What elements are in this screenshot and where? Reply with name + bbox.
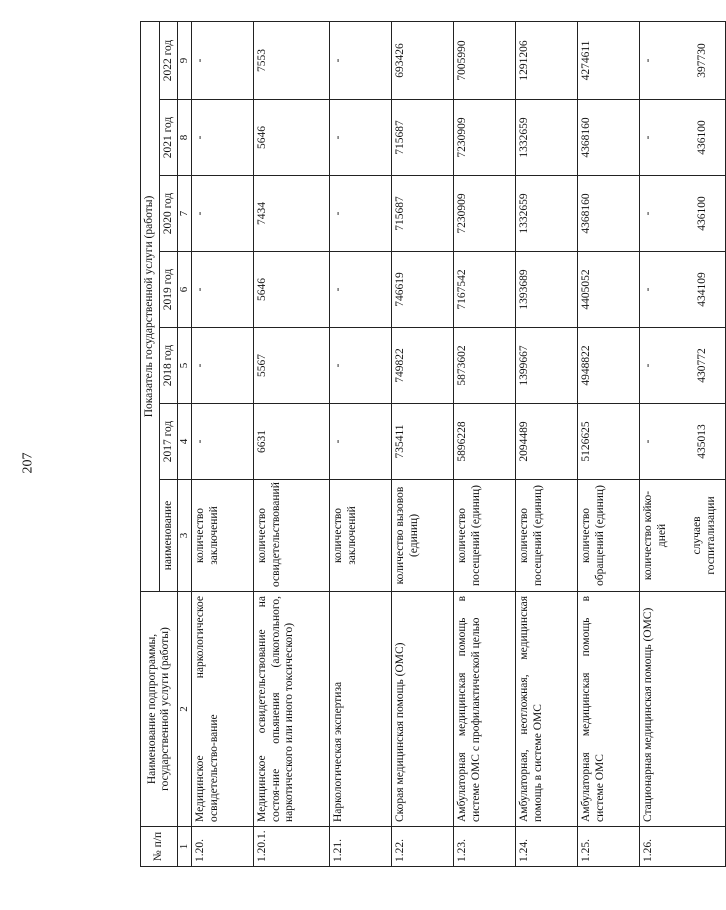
indicator-value: 4368160 bbox=[580, 117, 593, 158]
value-cell bbox=[640, 22, 726, 100]
unit-cell bbox=[640, 480, 726, 592]
value-cell bbox=[516, 100, 578, 176]
indicator-value: 7167542 bbox=[456, 269, 469, 310]
header-year: 2019 год bbox=[159, 252, 178, 328]
indicator-value: 693426 bbox=[394, 43, 407, 78]
indicator-value: 6631 bbox=[256, 430, 269, 453]
value-cell bbox=[578, 328, 640, 404]
table-row bbox=[392, 22, 454, 867]
indicator-value: 5646 bbox=[256, 278, 269, 301]
value-cell bbox=[392, 22, 454, 100]
value-cell bbox=[254, 100, 330, 176]
column-numbers-row bbox=[178, 22, 192, 867]
row-number: 1.22. bbox=[392, 827, 454, 867]
unit-cell bbox=[454, 480, 516, 592]
column-number: 2 bbox=[178, 592, 192, 827]
indicator-value: - bbox=[194, 211, 207, 216]
column-number: 7 bbox=[178, 176, 192, 252]
value-cell bbox=[330, 176, 392, 252]
indicator-value: 5567 bbox=[256, 354, 269, 377]
indicator-value: 2094489 bbox=[518, 421, 531, 462]
row-number: 1.26. bbox=[640, 827, 726, 867]
indicator-value: - bbox=[642, 58, 655, 63]
indicator-value: 1393689 bbox=[518, 269, 531, 310]
service-name: Скорая медицинская помощь (ОМС) bbox=[392, 592, 454, 827]
table-row bbox=[192, 22, 254, 867]
indicator-value: 5873602 bbox=[456, 345, 469, 386]
header-year: 2021 год bbox=[159, 100, 178, 176]
value-cell bbox=[578, 100, 640, 176]
value-cell bbox=[330, 252, 392, 328]
table-row bbox=[454, 22, 516, 867]
column-number: 3 bbox=[178, 480, 192, 592]
page-number: 207 bbox=[20, 452, 36, 474]
header-num: № п/п bbox=[141, 827, 178, 867]
indicator-value: - bbox=[642, 135, 655, 140]
header-name: Наименование подпрограммы, государственной услуги (работы) bbox=[141, 592, 178, 827]
row-number: 1.20. bbox=[192, 827, 254, 867]
value-cell bbox=[640, 252, 726, 328]
value-cell bbox=[192, 22, 254, 100]
value-cell bbox=[192, 404, 254, 480]
value-cell bbox=[392, 176, 454, 252]
indicator-value: 746619 bbox=[394, 272, 407, 307]
indicator-value: 7230909 bbox=[456, 117, 469, 158]
table-row bbox=[254, 22, 330, 867]
header-year: 2017 год bbox=[159, 404, 178, 480]
unit-cell bbox=[578, 480, 640, 592]
unit-cell bbox=[192, 480, 254, 592]
value-cell bbox=[454, 176, 516, 252]
service-name: Медицинское освидетельствование на состоя-ние опьянения (алкогольного, наркотического или иного токсического) bbox=[254, 592, 330, 827]
value-cell bbox=[454, 100, 516, 176]
indicator-value: - bbox=[642, 211, 655, 216]
header-unit-name: наименование bbox=[159, 480, 178, 592]
indicator-value-secondary: 436100 bbox=[695, 120, 708, 155]
value-cell bbox=[640, 100, 726, 176]
indicator-value: - bbox=[642, 287, 655, 292]
indicator-value: 1332659 bbox=[518, 193, 531, 234]
column-number: 6 bbox=[178, 252, 192, 328]
column-number: 1 bbox=[178, 827, 192, 867]
indicator-value-secondary: 434109 bbox=[695, 272, 708, 307]
indicator-value: 715687 bbox=[394, 120, 407, 155]
value-cell bbox=[254, 22, 330, 100]
indicator-value: - bbox=[332, 363, 345, 368]
indicator-value: 1332659 bbox=[518, 117, 531, 158]
indicator-value: - bbox=[194, 58, 207, 63]
unit-cell bbox=[516, 480, 578, 592]
table-body bbox=[192, 22, 726, 867]
header-year: 2018 год bbox=[159, 328, 178, 404]
value-cell bbox=[254, 252, 330, 328]
unit-name: случаев госпитализации bbox=[691, 496, 717, 575]
table-row bbox=[640, 22, 726, 867]
indicator-value: - bbox=[332, 58, 345, 63]
row-number: 1.20.1. bbox=[254, 827, 330, 867]
column-number: 8 bbox=[178, 100, 192, 176]
value-cell bbox=[330, 328, 392, 404]
value-cell bbox=[392, 100, 454, 176]
indicator-value: 735411 bbox=[394, 424, 407, 459]
value-cell bbox=[578, 176, 640, 252]
indicator-value: 7005990 bbox=[456, 40, 469, 81]
indicator-value: 5126625 bbox=[580, 421, 593, 462]
value-cell bbox=[254, 328, 330, 404]
indicator-value: - bbox=[194, 363, 207, 368]
column-number: 5 bbox=[178, 328, 192, 404]
indicator-value: 7230909 bbox=[456, 193, 469, 234]
unit-name: количество койко-дней bbox=[642, 490, 668, 581]
value-cell bbox=[454, 22, 516, 100]
value-cell bbox=[516, 22, 578, 100]
indicator-value: - bbox=[642, 439, 655, 444]
column-number: 4 bbox=[178, 404, 192, 480]
value-cell bbox=[192, 100, 254, 176]
table-row bbox=[330, 22, 392, 867]
value-cell bbox=[192, 176, 254, 252]
unit-cell bbox=[392, 480, 454, 592]
unit-cell bbox=[330, 480, 392, 592]
service-name: Амбулаторная, неотложная, медицинская помощь в системе ОМС bbox=[516, 592, 578, 827]
table-row bbox=[516, 22, 578, 867]
indicator-value: - bbox=[194, 439, 207, 444]
row-number: 1.25. bbox=[578, 827, 640, 867]
service-name: Медицинское наркологическое освидетельство-вание bbox=[192, 592, 254, 827]
header-year: 2022 год bbox=[159, 22, 178, 100]
value-cell bbox=[516, 252, 578, 328]
indicator-value: - bbox=[332, 135, 345, 140]
indicator-value: 4274611 bbox=[580, 40, 593, 81]
value-cell bbox=[392, 404, 454, 480]
header-indicator: Показатель государственной услуги (работы) bbox=[141, 22, 160, 592]
indicator-value: 4368160 bbox=[580, 193, 593, 234]
value-cell bbox=[254, 176, 330, 252]
value-cell bbox=[192, 328, 254, 404]
indicator-value: 715687 bbox=[394, 196, 407, 231]
indicator-value: - bbox=[642, 363, 655, 368]
service-name: Наркологическая экспертиза bbox=[330, 592, 392, 827]
unit-name: количество освидетельствований bbox=[256, 482, 282, 587]
indicator-value-secondary: 435013 bbox=[695, 424, 708, 459]
unit-cell bbox=[254, 480, 330, 592]
row-number: 1.23. bbox=[454, 827, 516, 867]
value-cell bbox=[330, 22, 392, 100]
value-cell bbox=[516, 404, 578, 480]
services-table bbox=[140, 21, 726, 867]
column-number: 9 bbox=[178, 22, 192, 100]
indicator-value: 7434 bbox=[256, 202, 269, 225]
indicator-value: 749822 bbox=[394, 348, 407, 383]
unit-name: количество заключений bbox=[332, 506, 358, 565]
service-name: Стационарная медицинская помощь (ОМС) bbox=[640, 592, 726, 827]
indicator-value-secondary: 436100 bbox=[695, 196, 708, 231]
unit-name: количество вызовов (единиц) bbox=[394, 486, 420, 585]
service-name: Амбулаторная медицинская помощь в системе ОМС с профилактической целью bbox=[454, 592, 516, 827]
value-cell bbox=[640, 176, 726, 252]
indicator-value: 7553 bbox=[256, 49, 269, 72]
row-number: 1.21. bbox=[330, 827, 392, 867]
indicator-value: 1291206 bbox=[518, 40, 531, 81]
value-cell bbox=[640, 328, 726, 404]
indicator-value: 5896228 bbox=[456, 421, 469, 462]
value-cell bbox=[392, 328, 454, 404]
rotated-document bbox=[140, 22, 717, 867]
indicator-value-secondary: 397730 bbox=[695, 43, 708, 78]
unit-name: количество посещений (единиц) bbox=[518, 485, 544, 586]
indicator-value: 4405052 bbox=[580, 269, 593, 310]
indicator-value: 5646 bbox=[256, 126, 269, 149]
indicator-value-secondary: 430772 bbox=[695, 348, 708, 383]
value-cell bbox=[454, 328, 516, 404]
value-cell bbox=[330, 100, 392, 176]
indicator-value: - bbox=[332, 287, 345, 292]
value-cell bbox=[330, 404, 392, 480]
indicator-value: - bbox=[332, 211, 345, 216]
value-cell bbox=[516, 176, 578, 252]
value-cell bbox=[192, 252, 254, 328]
indicator-value: 1399667 bbox=[518, 345, 531, 386]
value-cell bbox=[392, 252, 454, 328]
unit-name: количество заключений bbox=[194, 506, 220, 565]
unit-name: количество обращений (единиц) bbox=[580, 485, 606, 586]
indicator-value: - bbox=[332, 439, 345, 444]
row-number: 1.24. bbox=[516, 827, 578, 867]
header-year: 2020 год bbox=[159, 176, 178, 252]
value-cell bbox=[454, 404, 516, 480]
indicator-value: - bbox=[194, 135, 207, 140]
service-name: Амбулаторная медицинская помощь в системе ОМС bbox=[578, 592, 640, 827]
value-cell bbox=[454, 252, 516, 328]
indicator-value: 4948822 bbox=[580, 345, 593, 386]
indicator-value: - bbox=[194, 287, 207, 292]
unit-name: количество посещений (единиц) bbox=[456, 485, 482, 586]
value-cell bbox=[578, 252, 640, 328]
value-cell bbox=[254, 404, 330, 480]
value-cell bbox=[578, 404, 640, 480]
value-cell bbox=[640, 404, 726, 480]
value-cell bbox=[578, 22, 640, 100]
value-cell bbox=[516, 328, 578, 404]
table-row bbox=[578, 22, 640, 867]
